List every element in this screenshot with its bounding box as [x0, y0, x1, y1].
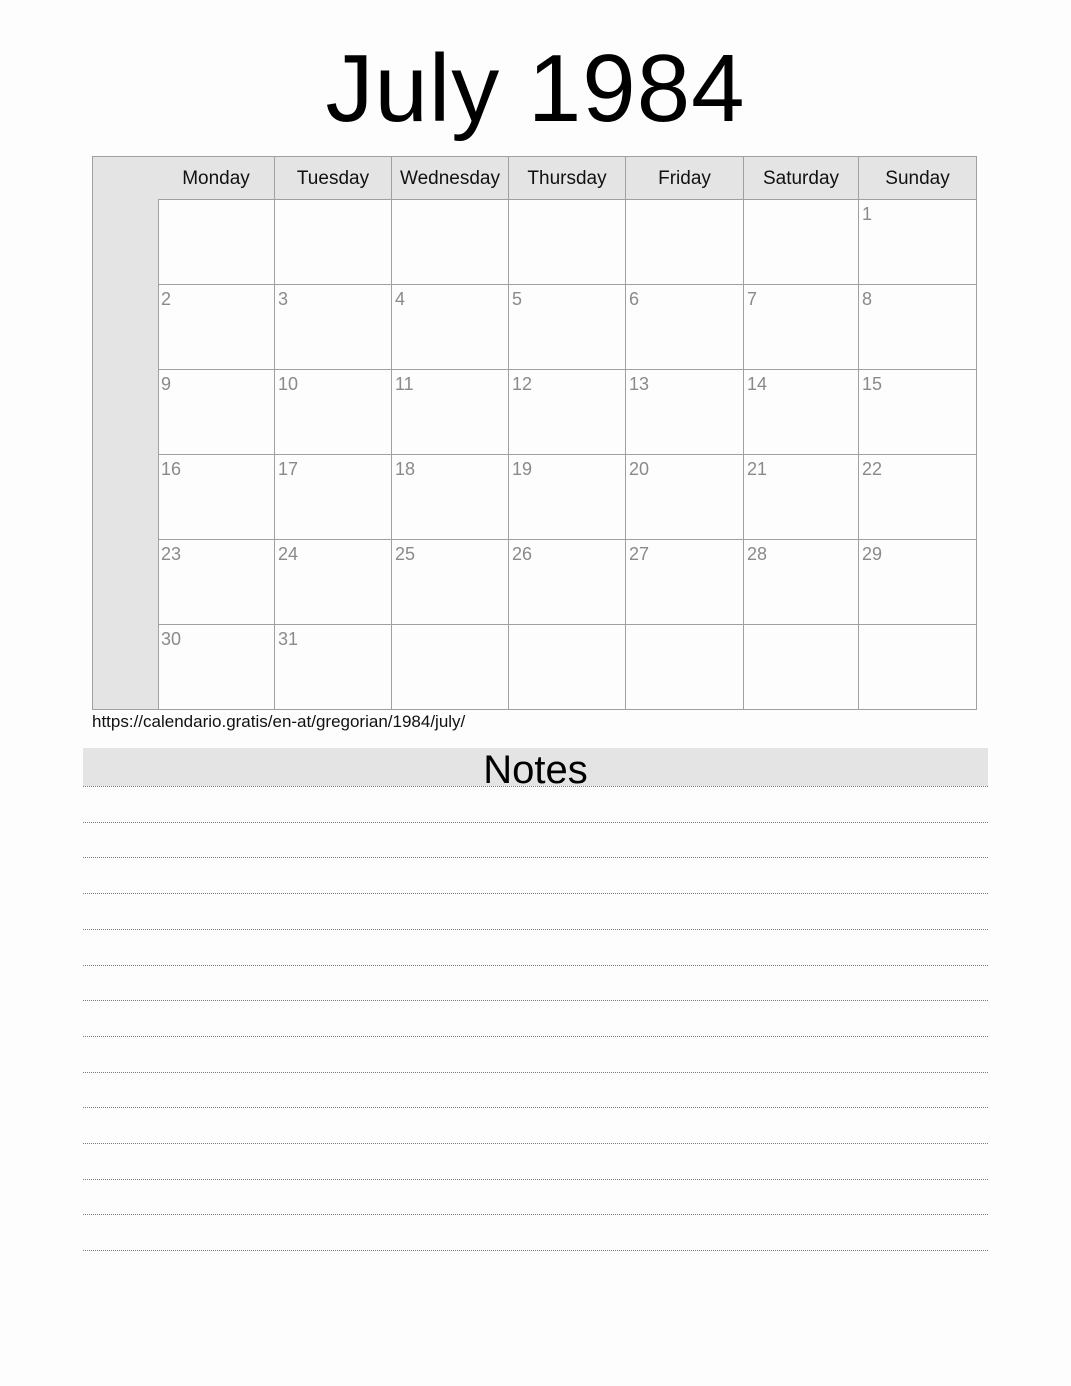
day-number: 21 [747, 459, 768, 479]
day-number: 6 [629, 289, 640, 309]
day-number: 22 [862, 459, 883, 479]
day-cell-23 [158, 540, 275, 625]
day-cell-20 [626, 455, 744, 540]
note-line[interactable] [83, 1036, 988, 1037]
day-number: 15 [862, 374, 883, 394]
empty-day-cell [744, 200, 859, 285]
empty-day-cell [859, 625, 976, 710]
day-cell-9 [158, 370, 275, 455]
day-number: 24 [278, 544, 299, 564]
day-number: 3 [278, 289, 289, 309]
day-number: 11 [395, 374, 414, 394]
day-number: 19 [512, 459, 533, 479]
empty-day-cell [744, 625, 859, 710]
source-url: https://calendario.gratis/en-at/gregorian/1984/july/ [92, 712, 466, 731]
day-number: 2 [161, 289, 172, 309]
notes-header: Notes [83, 748, 988, 786]
day-cell-7 [744, 285, 859, 370]
note-line[interactable] [83, 965, 988, 966]
day-cell-14 [744, 370, 859, 455]
day-cell-5 [509, 285, 626, 370]
empty-day-cell [509, 625, 626, 710]
note-line[interactable] [83, 929, 988, 930]
day-number: 25 [395, 544, 416, 564]
day-number: 14 [747, 374, 768, 394]
day-cell-30 [158, 625, 275, 710]
day-cell-31 [275, 625, 392, 710]
empty-day-cell [392, 625, 509, 710]
empty-day-cell [392, 200, 509, 285]
weekday-header-wednesday: Wednesday [392, 157, 509, 200]
day-cell-6 [626, 285, 744, 370]
note-line[interactable] [83, 1250, 988, 1251]
page-title: July 1984 [325, 35, 746, 142]
day-number: 29 [862, 544, 883, 564]
day-cell-1 [859, 200, 976, 285]
day-cell-15 [859, 370, 976, 455]
day-cell-11 [392, 370, 509, 455]
calendar-grid [92, 156, 977, 710]
day-number: 18 [395, 459, 416, 479]
day-number: 23 [161, 544, 182, 564]
day-number: 12 [512, 374, 533, 394]
day-number: 30 [161, 629, 182, 649]
day-number: 10 [278, 374, 299, 394]
weekday-header-thursday: Thursday [509, 157, 626, 200]
day-number: 13 [629, 374, 650, 394]
day-number: 5 [512, 289, 523, 309]
day-number: 1 [862, 204, 873, 224]
day-cell-3 [275, 285, 392, 370]
empty-day-cell [158, 200, 275, 285]
day-number: 17 [278, 459, 299, 479]
empty-day-cell [275, 200, 392, 285]
empty-day-cell [509, 200, 626, 285]
note-line[interactable] [83, 1143, 988, 1144]
weekday-header-monday: Monday [158, 157, 275, 200]
note-line[interactable] [83, 786, 988, 787]
day-cell-10 [275, 370, 392, 455]
note-line[interactable] [83, 857, 988, 858]
day-cell-28 [744, 540, 859, 625]
day-cell-4 [392, 285, 509, 370]
day-cell-16 [158, 455, 275, 540]
day-cell-25 [392, 540, 509, 625]
note-line[interactable] [83, 1179, 988, 1180]
day-cell-29 [859, 540, 976, 625]
day-number: 4 [395, 289, 406, 309]
day-number: 20 [629, 459, 650, 479]
note-line[interactable] [83, 1107, 988, 1108]
day-cell-8 [859, 285, 976, 370]
note-line[interactable] [83, 822, 988, 823]
empty-day-cell [626, 200, 744, 285]
day-cell-18 [392, 455, 509, 540]
day-number: 8 [862, 289, 873, 309]
day-cell-24 [275, 540, 392, 625]
day-cell-26 [509, 540, 626, 625]
day-cell-12 [509, 370, 626, 455]
note-line[interactable] [83, 1214, 988, 1215]
day-cell-19 [509, 455, 626, 540]
week-number-column [93, 157, 159, 709]
empty-day-cell [626, 625, 744, 710]
day-cell-27 [626, 540, 744, 625]
day-number: 9 [161, 374, 172, 394]
day-number: 16 [161, 459, 182, 479]
note-line[interactable] [83, 1000, 988, 1001]
day-cell-17 [275, 455, 392, 540]
day-number: 7 [747, 289, 758, 309]
day-number: 28 [747, 544, 768, 564]
day-cell-22 [859, 455, 976, 540]
day-number: 26 [512, 544, 533, 564]
note-line[interactable] [83, 1072, 988, 1073]
day-number: 31 [278, 629, 299, 649]
day-number: 27 [629, 544, 650, 564]
day-cell-21 [744, 455, 859, 540]
note-line[interactable] [83, 893, 988, 894]
day-cell-13 [626, 370, 744, 455]
weekday-header-sunday: Sunday [859, 157, 976, 200]
day-cell-2 [158, 285, 275, 370]
weekday-header-friday: Friday [626, 157, 744, 200]
weekday-header-saturday: Saturday [744, 157, 859, 200]
weekday-header-tuesday: Tuesday [275, 157, 392, 200]
